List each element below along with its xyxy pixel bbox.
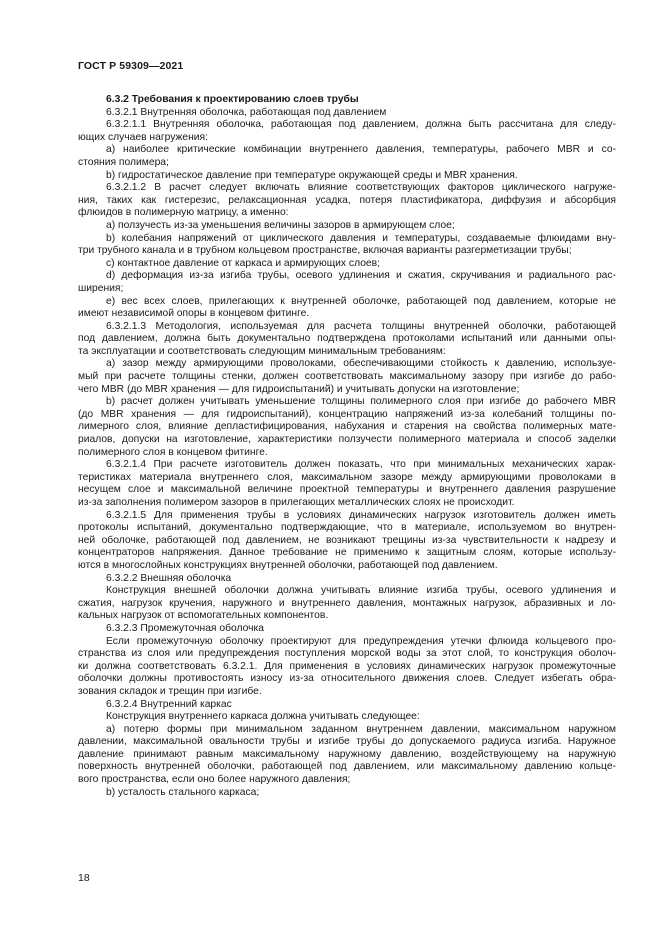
- text-line: теристиках материала внутреннего слоя, максимальном зазоре между армирующими проволоками в: [78, 471, 616, 483]
- text-line: под давлением, должна быть документально подтверждена протоколами испытаний или данными опы-: [78, 333, 616, 345]
- text-line: мый при расчете толщины стенки, должен соответствовать максимальному зазору при изгибе до рабо-: [78, 371, 616, 383]
- text-line: Конструкция внешней оболочки должна учитывать влияние изгиба трубы, осевого удлинения и: [106, 585, 616, 597]
- text-line: ки должна соответствовать 6.3.2.1. Для применения в условиях динамических нагрузок промежуточные: [78, 660, 616, 672]
- text-line: зования складок и трещин при изгибе.: [78, 685, 262, 697]
- text-line: 6.3.2.1.5 Для применения трубы в условиях динамических нагрузок изготовитель должен иметь: [106, 509, 616, 521]
- text-line: ней оболочке, работающей под давлением, не возникают трещины из-за чувствительности к надрезу и: [78, 534, 616, 546]
- text-line: ющих случаев нагружения:: [78, 131, 208, 143]
- text-line: ния, таких как гистерезис, релаксационная усадка, потеря пластификатора, диффузия и абсорбция: [78, 194, 616, 206]
- text-line: несущем слое и максимальной величине проектной температуры и внутреннего давления разрушение: [78, 484, 616, 496]
- section-heading: 6.3.2 Требования к проектированию слоев трубы: [106, 94, 359, 105]
- text-line: 6.3.2.1.4 При расчете изготовитель должен показать, что при минимальных механических харак-: [106, 459, 616, 471]
- text-line: три трубного канала и в трубном кольцевом пространстве, включая варианты разгерметизации трубы;: [78, 245, 572, 257]
- text-line: та эксплуатации и соответствовать следующим минимальным требованиям:: [78, 345, 446, 357]
- subsection-heading: 6.3.2.2 Внешняя оболочка: [106, 572, 232, 584]
- text-line: ются в многослойных конструкциях внутренней оболочки, работающей под давлением.: [78, 559, 498, 571]
- text-line: из-за заполнения полимером зазоров в прилегающих металлических слоях не происходит.: [78, 497, 515, 508]
- text-line: вого пространства, если оно более наружного давления;: [78, 774, 351, 786]
- list-item: a) наиболее критические комбинации внутреннего давления, температуры, рабочего MBR и со-: [106, 144, 616, 156]
- text-line: давлении, максимальной овальности трубы и изгибе трубы до допускаемого радиуса изгиба. Наружное: [78, 736, 616, 748]
- text-line: 6.3.2.1.2 В расчет следует включать влияние соответствующих факторов циклического нагруже-: [106, 182, 616, 194]
- text-line: флюидов в полимерную матрицу, а именно:: [78, 207, 289, 219]
- text-line: полимерного слоя в концевом фитинге.: [78, 446, 268, 458]
- document-header: ГОСТ Р 59309—2021: [78, 60, 184, 72]
- list-item: a) зазор между армирующими проволоками, обеспечивающими стойкость к давлению, используе-: [106, 358, 616, 370]
- list-item: b) расчет должен учитывать уменьшение толщины полимерного слоя при изгибе до рабочего MBR: [106, 396, 616, 408]
- text-line: сжатия, нагрузок кручения, наружного и внутреннего давления, монтажных нагрузок, абразивных и ло-: [78, 597, 616, 609]
- page-body: [78, 94, 616, 799]
- text-line: имеют независимой опоры в концевом фитинге.: [78, 308, 310, 320]
- text-line: чего MBR (до MBR хранения — для гидроиспытаний) и учитывать допуски на изготовление;: [78, 383, 520, 395]
- text-line: поверхность внутренней оболочки, работающей под давлением, или максимальному давлению кольце-: [78, 761, 616, 773]
- text-line: кальных нагрузок от вспомогательных компонентов.: [78, 610, 329, 622]
- text-line: Конструкция внутреннего каркаса должна учитывать следующее:: [106, 711, 420, 723]
- list-item: d) деформация из-за изгиба трубы, осевого удлинения и сжатия, скручивания и радиального рас-: [106, 270, 616, 282]
- text-line: риалов, допуски на изготовление, характеристики ползучести полимерного материала и способ заделки: [78, 434, 616, 446]
- list-item: a) ползучесть из-за уменьшения величины зазоров в армирующем слое;: [106, 219, 455, 231]
- text-line: Если промежуточную оболочку проектируют для предупреждения утечки флюида кольцевого про-: [106, 635, 616, 647]
- text-line: стояния полимера;: [78, 156, 169, 168]
- page-number: 18: [78, 872, 90, 884]
- list-item: b) усталость стального каркаса;: [106, 786, 260, 798]
- text-line: концентраторов напряжения. Данное требование не применимо к защитным слоям, которые использу-: [78, 547, 616, 559]
- text-line: странства из слоя или предупреждения поступления морской воды за этот слой, то конструкция оболоч-: [78, 648, 616, 660]
- text-line: лимерного слоя, влияние депластифицирования, набухания и старения на свойства полимерных мате-: [78, 421, 616, 433]
- list-item: c) контактное давление от каркаса и армирующих слоев;: [106, 257, 380, 269]
- list-item: a) потерю формы при минимальном заданном внутреннем давлении, максимальном наружном: [106, 723, 616, 735]
- text-line: (до MBR хранения — для гидроиспытаний), концентрацию напряжений из-за колебаний толщины по-: [78, 408, 616, 420]
- text-line: оболочки должны противостоять износу из-за относительного движения слоев. Следует избегать обра-: [78, 673, 616, 685]
- subsection-heading: 6.3.2.1 Внутренняя оболочка, работающая под давлением: [106, 106, 387, 118]
- text-line: ширения;: [78, 282, 124, 294]
- list-item: b) гидростатическое давление при температуре окружающей среды и MBR хранения.: [106, 169, 518, 181]
- subsection-heading: 6.3.2.3 Промежуточная оболочка: [106, 622, 264, 634]
- list-item: e) вес всех слоев, прилегающих к внутренней оболочке, работающей под давлением, которые не: [106, 295, 616, 307]
- subsection-heading: 6.3.2.4 Внутренний каркас: [106, 698, 232, 710]
- list-item: b) колебания напряжений от циклического давления и температуры, создаваемые флюидами вну-: [106, 232, 616, 244]
- text-line: давление принимают равным максимальному наружному давлению, воздействующему на наружную: [78, 748, 616, 760]
- text-line: 6.3.2.1.3 Методология, используемая для расчета толщины внутренней оболочки, работающей: [106, 320, 616, 332]
- text-line: 6.3.2.1.1 Внутренняя оболочка, работающая под давлением, должна быть рассчитана для следу-: [106, 119, 616, 131]
- text-line: протоколы испытаний, документально подтверждающие, что в материале, используемом во внутрен-: [78, 522, 616, 534]
